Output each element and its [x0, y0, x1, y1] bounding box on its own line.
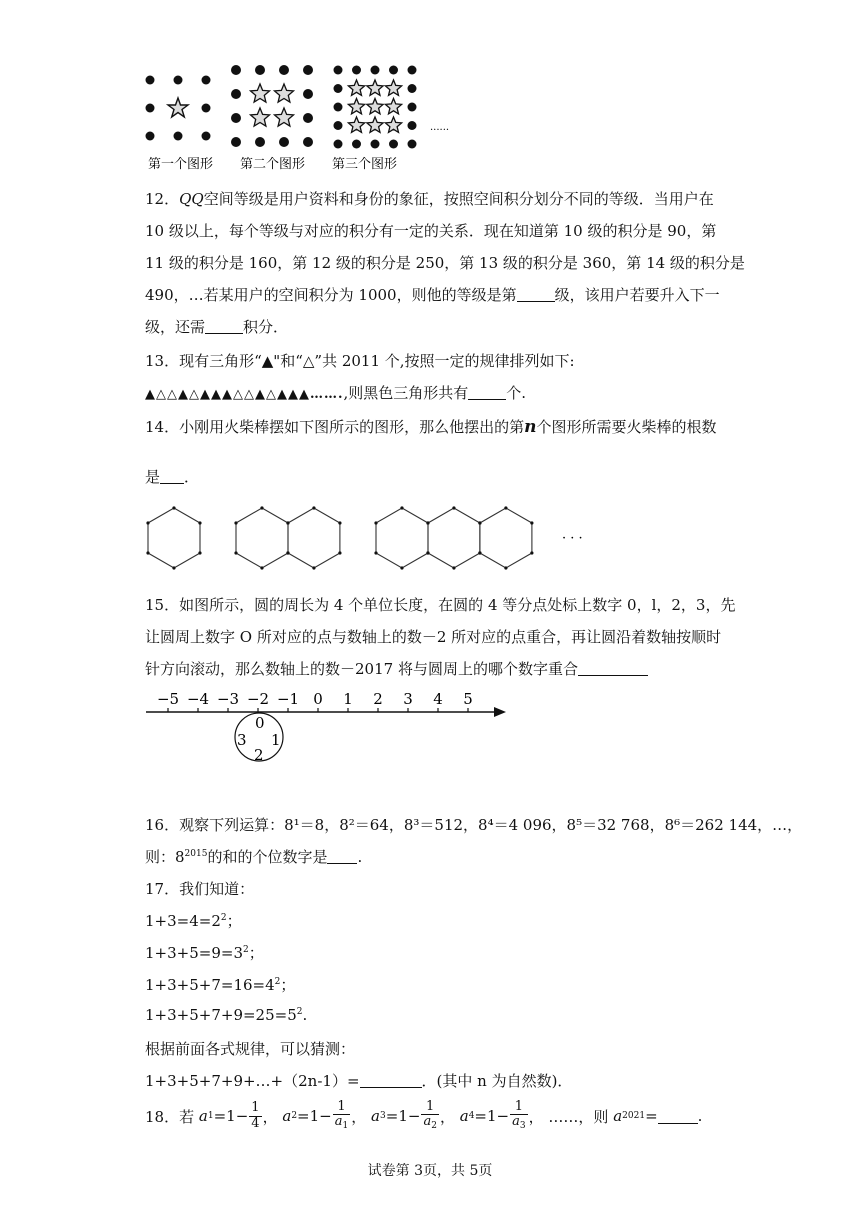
ellipsis: ...... — [430, 122, 450, 133]
dot — [408, 84, 417, 93]
match-joint — [234, 551, 237, 554]
q15-text-1: 如图所示，圆的周长为 4 个单位长度，在圆的 4 等分点处标上数字 0，l，2，3，先 — [179, 596, 736, 614]
match-joint — [312, 506, 315, 509]
dot — [371, 66, 380, 75]
q12-text-5b: 积分． — [243, 318, 289, 336]
q12-blank-points[interactable] — [205, 319, 243, 334]
match-joint — [172, 506, 175, 509]
page-footer: 试卷第 3页，共 5页 — [367, 1163, 493, 1179]
q17-text-7b: ．(其中 n 为自然数)． — [421, 1072, 573, 1090]
q17-eq-3-exp: 2 — [274, 977, 281, 987]
star-icon — [275, 84, 294, 102]
q18-sep-4: ， — [528, 1107, 544, 1126]
dot — [303, 65, 313, 75]
match-joint — [452, 506, 455, 509]
circle-label-1: 1 — [271, 731, 281, 749]
dot — [334, 66, 343, 75]
star-icon — [168, 98, 188, 117]
match-joint — [338, 521, 341, 524]
q12-text-5a: 级，还需 — [145, 318, 206, 336]
dot — [408, 66, 417, 75]
axis-label: −4 — [186, 690, 210, 708]
q17-eq-3 — [145, 974, 295, 995]
q15-text-2: 让圆周上数字 O 所对应的点与数轴上的数－2 所对应的点重合，再让圆沿着数轴按顺时 — [145, 628, 722, 646]
dot — [255, 65, 265, 75]
star-icon — [367, 117, 383, 132]
q18-one-minus-4: 1− — [487, 1107, 510, 1125]
q16-text-1: 观察下列运算：8¹＝8，8²＝64，8³＝512，8⁴＝4 096，8⁵＝32 768，8⁶＝262 144，…， — [179, 816, 803, 834]
q17-eq-4-exp: 2 — [296, 1007, 303, 1017]
match-joint — [198, 521, 201, 524]
q17-eq-2-semi: ； — [248, 944, 264, 962]
q16-line-1 — [145, 814, 802, 835]
dot — [334, 103, 343, 112]
q16-text-2a: 则：8 — [145, 848, 185, 866]
hexagon — [376, 508, 428, 568]
q18-ruo: 若 — [179, 1107, 195, 1126]
q13-text-2: ,则黑色三角形共有 — [343, 384, 469, 402]
q15-line-1 — [145, 594, 735, 615]
caption-one: 第一个图形 — [148, 157, 214, 172]
q17-blank[interactable] — [360, 1073, 422, 1088]
dot — [334, 121, 343, 130]
q14-text-1b: 个图形所需要火柴棒的根数 — [536, 418, 717, 436]
q14-text-2a: 是 — [145, 468, 161, 486]
axis-label: 4 — [433, 690, 443, 708]
q18-end: . — [697, 1107, 703, 1125]
q16-text-2c: . — [357, 848, 363, 866]
q17-eq-2-exp: 2 — [243, 945, 249, 955]
match-joint — [146, 521, 149, 524]
q17-eq-4-dot: . — [302, 1006, 308, 1024]
q18-frac-1-num: 1 — [251, 1100, 260, 1116]
match-joint — [426, 551, 429, 554]
match-joint — [478, 521, 481, 524]
star-icon — [275, 108, 294, 126]
figure-three — [334, 66, 417, 149]
q18-sep-1: ， — [262, 1107, 278, 1126]
match-joint — [478, 551, 481, 554]
match-joint — [400, 506, 403, 509]
match-joint — [504, 506, 507, 509]
star-icon — [367, 99, 383, 114]
match-joint — [374, 551, 377, 554]
caption-two: 第二个图形 — [240, 157, 306, 172]
circle-label-0: 0 — [255, 714, 265, 732]
star-icon — [348, 80, 364, 95]
dot — [408, 140, 417, 149]
star-icon — [385, 117, 401, 132]
hexagon — [148, 508, 200, 568]
q12-text-1: 空间等级是用户资料和身份的象征，按照空间积分划分不同的等级．当用户在 — [203, 190, 714, 208]
q12-line-2 — [145, 220, 716, 241]
q17-line-6 — [145, 1038, 355, 1059]
dot — [303, 113, 313, 123]
q12-line-1 — [145, 188, 714, 209]
dot — [334, 84, 343, 93]
q12-line-5 — [145, 316, 288, 337]
dot — [334, 140, 343, 149]
match-joint — [172, 566, 175, 569]
q14-n: n — [524, 417, 537, 437]
axis-label: 1 — [343, 690, 353, 708]
q17-eq-2 — [145, 942, 264, 963]
match-joint — [400, 566, 403, 569]
q17-eq-3-semi: ； — [280, 976, 296, 994]
dot — [408, 103, 417, 112]
dot — [231, 137, 241, 147]
axis-label: 3 — [403, 690, 413, 708]
q18-dots: ……，则 — [548, 1107, 609, 1126]
axis-label: 0 — [313, 690, 323, 708]
q12-text-4a: 490，…若某用户的空间积分为 1000，则他的等级是第 — [145, 286, 517, 304]
q15-number: 15． — [145, 596, 180, 614]
match-joint — [286, 551, 289, 554]
q17-text-6: 根据前面各式规律，可以猜测： — [145, 1040, 356, 1058]
q18-frac-3-num: 1 — [421, 1100, 439, 1115]
q18-one-minus-2: 1− — [309, 1107, 332, 1125]
match-joint — [312, 566, 315, 569]
dot — [303, 89, 313, 99]
q14-number: 14． — [145, 418, 180, 436]
q13-line-1 — [145, 350, 575, 371]
q17-line-7 — [145, 1070, 572, 1091]
q13-number: 13． — [145, 352, 180, 370]
q18-one-minus-3: 1− — [398, 1107, 421, 1125]
q18-sep-2: ， — [351, 1107, 367, 1126]
dot — [279, 65, 289, 75]
dot — [352, 66, 361, 75]
match-joint — [286, 521, 289, 524]
circle-label-2: 2 — [254, 746, 264, 764]
q18-line: 18． 若 a 1 = 1− $\frac{1}{4}$ ， a 2 = 1− $\frac{1}{a_1}$ ， a 3 = 1− $\frac{1}{a_2}$ ， a 4 = 1− $\frac{1}{a_3}$ ， ……，则 a 2021 = . — [145, 1098, 703, 1132]
q14-text-2b: ． — [184, 468, 200, 486]
q18-frac-1-den: 4 — [251, 1115, 260, 1131]
q13-triangle-sequence: ▲△△▲△▲▲▲△△▲△▲▲▲……. — [145, 387, 344, 402]
dot — [352, 140, 361, 149]
q17-text-7a: 1+3+5+7+9+…+（2n-1）= — [145, 1072, 360, 1090]
q14-text-1a: 小刚用火柴棒摆如下图所示的图形，那么他摆出的第 — [179, 418, 525, 436]
q15-line-2 — [145, 626, 721, 647]
axis-label: −5 — [156, 690, 180, 708]
q18-frac-2: $\frac{1}{a_1}$ — [334, 1098, 349, 1132]
dot — [231, 113, 241, 123]
dot — [231, 89, 241, 99]
match-joint — [426, 521, 429, 524]
q18-frac-3: $\frac{1}{a_2}$ — [423, 1098, 437, 1132]
q13-blank[interactable] — [468, 385, 506, 400]
dot — [389, 140, 398, 149]
match-joint — [198, 551, 201, 554]
axis-label: −2 — [246, 690, 270, 708]
circle-label-3: 3 — [237, 731, 247, 749]
q17-eq-4-text: 1+3+5+7+9=25=5 — [145, 1006, 297, 1024]
q17-eq-1-text: 1+3=4=2 — [145, 912, 221, 930]
q16-exponent: 2015 — [184, 849, 208, 859]
q12-text-4b: 级，该用户若要升入下一 — [554, 286, 720, 304]
q17-text-1: 我们知道： — [179, 880, 255, 898]
dot — [279, 137, 289, 147]
match-joint — [234, 521, 237, 524]
axis-label: 5 — [463, 690, 473, 708]
match-joint — [530, 521, 533, 524]
q12-text-3: 11 级的积分是 160，第 12 级的积分是 250，第 13 级的积分是 360，第 14 级的积分是 — [145, 254, 745, 272]
q18-frac-4: $\frac{1}{a_3}$ — [512, 1098, 526, 1132]
match-joint — [530, 551, 533, 554]
q15-line-3 — [145, 658, 648, 679]
axis-label: −3 — [216, 690, 240, 708]
match-joint — [452, 566, 455, 569]
star-icon — [251, 84, 270, 102]
hexagon — [288, 508, 340, 568]
hexagon — [480, 508, 532, 568]
caption-three: 第三个图形 — [332, 157, 398, 172]
q16-blank[interactable] — [327, 849, 357, 864]
q13-text-1: 现有三角形“▲"和“△”共 2011 个,按照一定的规律排列如下: — [179, 352, 575, 370]
q12-blank-level[interactable] — [517, 287, 555, 302]
dot — [303, 137, 313, 147]
dot — [255, 137, 265, 147]
axis-arrow-icon — [494, 707, 506, 717]
axis-label: 2 — [373, 690, 383, 708]
match-joint — [504, 566, 507, 569]
q12-number: 12． — [145, 190, 180, 208]
q18-sep-3: ， — [439, 1107, 455, 1126]
axis-label: −1 — [276, 690, 300, 708]
star-icon — [385, 99, 401, 114]
hexagon-ellipsis: · · · — [562, 531, 583, 546]
figure-two — [231, 65, 313, 147]
q15-blank[interactable] — [578, 661, 648, 676]
q17-eq-2-text: 1+3+5=9=3 — [145, 944, 243, 962]
q14-line-1 — [145, 416, 717, 437]
q17-eq-1-exp: 2 — [220, 913, 227, 923]
dot-star-figure — [140, 62, 460, 174]
q14-blank[interactable] — [160, 469, 184, 484]
q16-text-2b: 的和的个位数字是 — [207, 848, 328, 866]
star-icon — [367, 80, 383, 95]
q12-line-4 — [145, 284, 720, 305]
q17-eq-1 — [145, 910, 242, 931]
hexagon — [428, 508, 480, 568]
star-icon — [385, 80, 401, 95]
q16-number: 16． — [145, 816, 180, 834]
q17-eq-4 — [145, 1006, 307, 1024]
figure-one — [146, 76, 211, 141]
dot — [408, 121, 417, 130]
q18-blank[interactable] — [658, 1109, 698, 1124]
dot — [231, 65, 241, 75]
q18-number: 18． — [145, 1107, 180, 1126]
match-joint — [260, 566, 263, 569]
hexagon — [236, 508, 288, 568]
hexagon-figure — [140, 498, 610, 580]
star-icon — [348, 99, 364, 114]
dot — [371, 140, 380, 149]
q14-line-2 — [145, 466, 199, 487]
star-icon — [251, 108, 270, 126]
q17-eq-1-semi: ； — [226, 912, 242, 930]
q17-number: 17． — [145, 880, 180, 898]
q13-text-3: 个. — [506, 384, 527, 402]
match-joint — [146, 551, 149, 554]
star-icon — [348, 117, 364, 132]
number-line-figure — [140, 686, 520, 770]
q17-eq-3-text: 1+3+5+7=16=4 — [145, 976, 275, 994]
match-joint — [374, 521, 377, 524]
match-joint — [338, 551, 341, 554]
q15-text-3: 针方向滚动，那么数轴上的数－2017 将与圆周上的哪个数字重合 — [145, 660, 578, 678]
q18-frac-4-num: 1 — [510, 1100, 528, 1115]
q16-line-2 — [145, 846, 362, 867]
q18-frac-1 — [249, 1101, 261, 1131]
q17-line-1 — [145, 878, 254, 899]
dot — [389, 66, 398, 75]
q12-line-3 — [145, 252, 745, 273]
match-joint — [260, 506, 263, 509]
q12-qq: QQ — [179, 190, 204, 208]
q18-frac-2-num: 1 — [333, 1100, 351, 1115]
q12-text-2: 10 级以上，每个等级与对应的积分有一定的关系．现在知道第 10 级的积分是 90，第 — [145, 222, 717, 240]
q13-line-2 — [145, 382, 526, 403]
q18-one-minus-1: 1− — [226, 1107, 249, 1125]
